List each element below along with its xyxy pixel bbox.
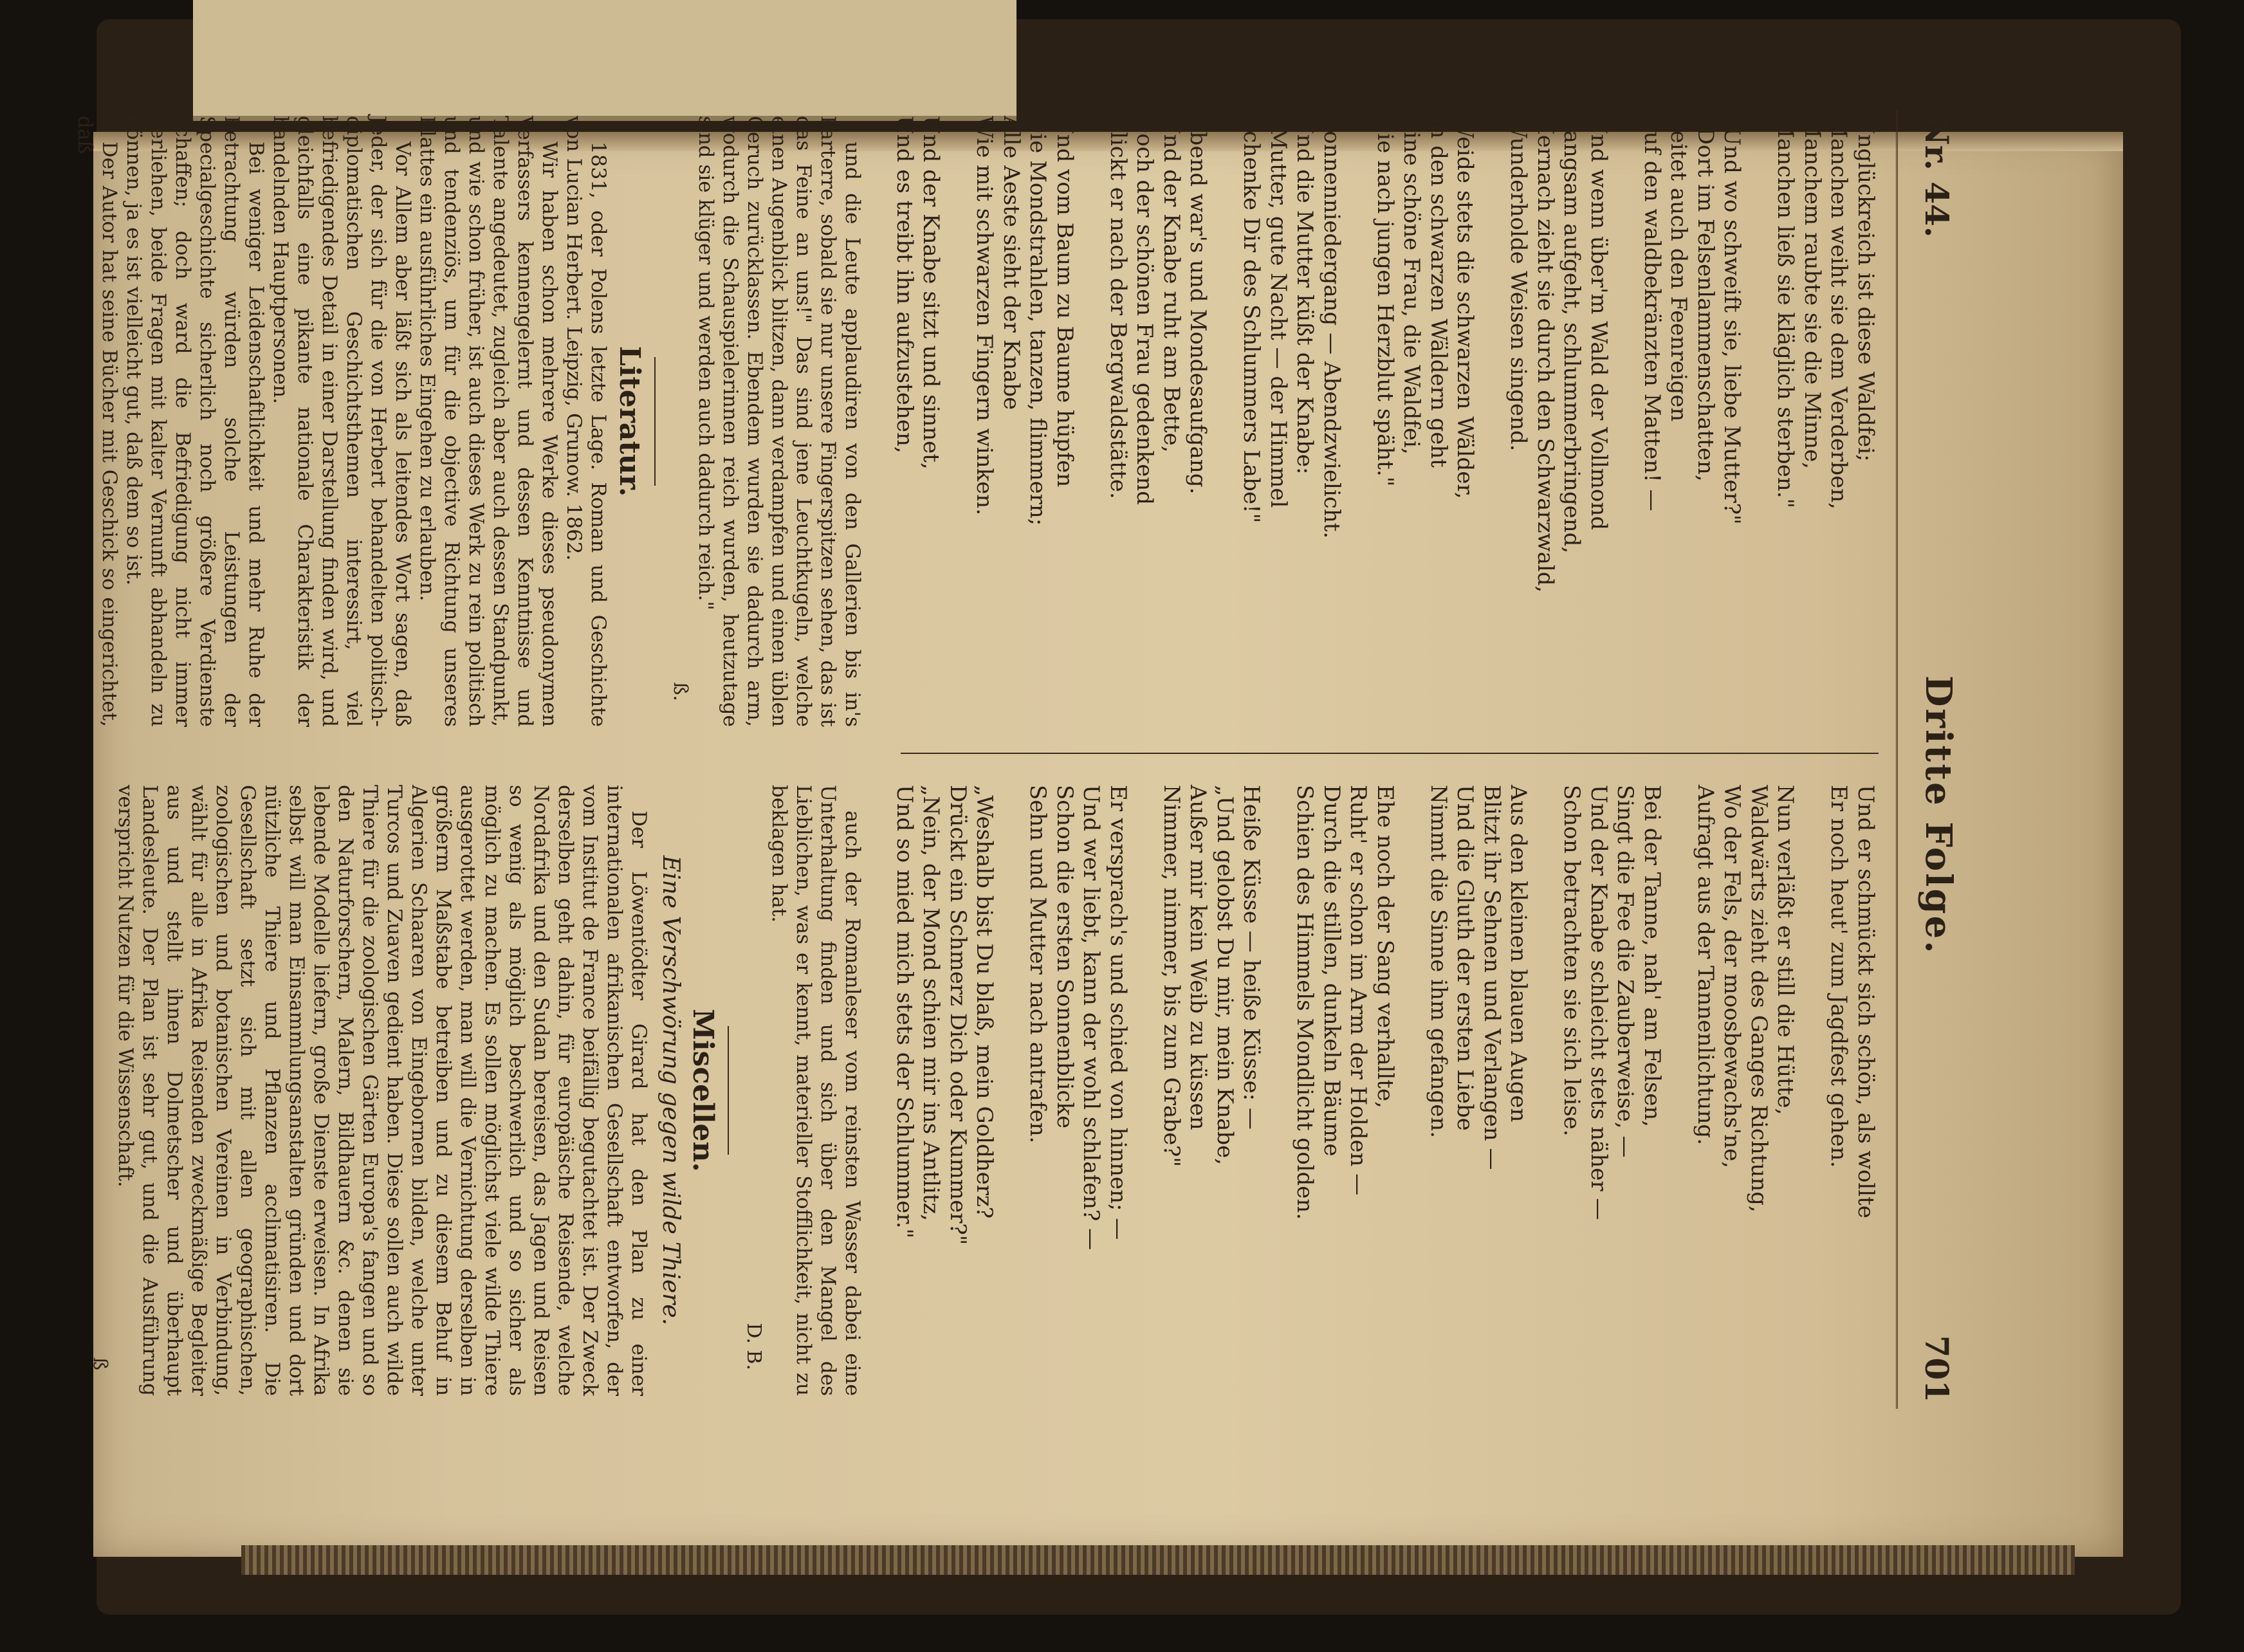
poem-line bbox=[1745, 116, 1772, 727]
poem-line: In den schwarzen Wäldern geht bbox=[1426, 116, 1451, 468]
poem-line: Und der Knabe schleicht stets näher — bbox=[1586, 785, 1612, 1220]
running-header bbox=[1896, 109, 1969, 1409]
poem-continuation bbox=[891, 116, 1879, 727]
poem-line: Und wenn über'm Wald der Vollmond bbox=[1586, 116, 1612, 531]
poem-line bbox=[1131, 785, 1158, 1396]
section-rule-2 bbox=[728, 1026, 729, 1155]
poem-line: Schien des Himmels Mondlicht golden. bbox=[1292, 785, 1318, 1220]
poem-line: Ehe noch der Sang verhallte, bbox=[1372, 785, 1398, 1108]
poem-line: Nimmt die Sinne ihm gefangen. bbox=[1426, 785, 1451, 1139]
poem-line: Manchem raubte sie die Minne, bbox=[1799, 116, 1825, 470]
poem-line: Wo der Fels, der moosbewachs'ne, bbox=[1719, 785, 1745, 1169]
poem-line: Weide stets die schwarzen Wälder, bbox=[1452, 116, 1478, 499]
poem-line: Aufragt aus der Tannenlichtung. bbox=[1693, 785, 1718, 1146]
poem-line: „Und wo schweift sie, liebe Mutter?" bbox=[1719, 116, 1745, 525]
poem-note-signoff: D. B. bbox=[742, 1323, 766, 1370]
poem-line: Langsam aufgeht, schlummerbringend, bbox=[1559, 116, 1585, 554]
poem-line bbox=[1078, 116, 1105, 727]
poem-line: Schenke Dir des Schlummers Labe!" bbox=[1238, 116, 1265, 524]
literature-paragraph: Der Autor hat seine Bücher mit Geschick so eingerichtet, daß bbox=[73, 116, 122, 727]
literature-paragraph: Wir haben schon mehrere Werke dieses pseudonymen Verfassers kennengelernt und dessen Kenntnisse und Talente angedeutet, zugleich aber auch dessen Standpunkt, und wie schon früher, ist auch dieses Werk zu rein politisch und tendenziös, um für die objective Richtung unseres Blattes ein ausführliches Eingehen zu erlauben. bbox=[416, 116, 562, 727]
poem-line: Auf den waldbekränzten Matten! — bbox=[1639, 116, 1665, 511]
column-divider bbox=[901, 753, 1879, 754]
poem-line bbox=[944, 116, 971, 727]
series-title: Dritte Folge. bbox=[1917, 675, 1960, 955]
poem-line: Singt die Fee die Zauberweise, — bbox=[1612, 785, 1639, 1158]
poem-line: Nun verläßt er still die Hütte, bbox=[1772, 785, 1799, 1115]
poem-line: „Mutter, gute Nacht — der Himmel bbox=[1265, 116, 1291, 508]
poem-line: Durch die stillen, dunkeln Bäume bbox=[1319, 785, 1345, 1157]
poem-line: Er versprach's und schied von hinnen; — bbox=[1105, 785, 1131, 1240]
poem-line bbox=[998, 785, 1025, 1396]
poem-line: Waldwärts zieht des Ganges Richtung, bbox=[1746, 785, 1772, 1213]
poem-line: Und er schmückt sich schön, als wollte bbox=[1853, 785, 1879, 1218]
poem-note: auch der Romanleser vom reinsten Wasser dabei eine Unterhaltung finden und sich über den Mangel des Lieblichen, was er kennt, materieller Stofflichkeit, nicht zu beklagen hat. bbox=[768, 785, 865, 1396]
poem-line: Und es treibt ihn aufzustehen, bbox=[892, 116, 917, 454]
poem-line: „Und gelobst Du mir, mein Knabe, bbox=[1212, 785, 1238, 1166]
poem-line bbox=[1612, 116, 1639, 727]
poem-continuation-right bbox=[891, 785, 1879, 1396]
poem-line: Und die Mutter küßt der Knabe: bbox=[1292, 116, 1318, 475]
poem-line: Schon betrachten sie sich leise. bbox=[1559, 785, 1585, 1137]
issue-number: Nr. 44. bbox=[1918, 116, 1956, 238]
poem-line: Bei der Tanne, nah' am Felsen, bbox=[1639, 785, 1665, 1128]
poem-line: Die Mondstrahlen, tanzen, flimmern; bbox=[1025, 116, 1051, 526]
page-content bbox=[73, 109, 1969, 1409]
poem-line: „Nein, der Mond schien mir ins Antlitz, bbox=[918, 785, 944, 1222]
previous-page bbox=[193, 0, 1016, 121]
poem-line: Ruht' er schon im Arm der Holden — bbox=[1345, 785, 1372, 1196]
page-number: 701 bbox=[1918, 1335, 1956, 1402]
left-column bbox=[73, 116, 1879, 727]
poem-line: „Weshalb bist Du blaß, mein Goldherz? bbox=[971, 785, 998, 1219]
right-column bbox=[87, 785, 1879, 1396]
literature-paragraph: Bei weniger Leidenschaftlichkeit und mehr Ruhe der Betrachtung würden solche Leistungen der Specialgeschichte sicherlich noch größere Verdienste schaffen; doch ward die Befriedigung nicht immer verliehen, beide Fragen mit kalter Vernunft abhandeln zu können, ja es ist vielleicht gut, daß dem so ist. bbox=[122, 116, 268, 727]
poem-line bbox=[1799, 785, 1826, 1396]
poem-line: Schon die ersten Sonnenblicke bbox=[1052, 785, 1078, 1129]
poem-line bbox=[1211, 116, 1238, 727]
poem-line: Leitet auch den Feenreigen bbox=[1666, 116, 1692, 422]
poem-line bbox=[1532, 785, 1559, 1396]
poem-line: Nimmer, nimmer, bis zum Grabe?" bbox=[1159, 785, 1184, 1168]
poem-line: Sehn und Mutter nach antrafen. bbox=[1025, 785, 1051, 1144]
poem-line: Und der Knabe sitzt und sinnet, bbox=[918, 116, 944, 470]
poem-line: Und die Gluth der ersten Liebe bbox=[1452, 785, 1478, 1131]
literature-review bbox=[73, 116, 611, 727]
poem-line: Wie mit schwarzen Fingern winken. bbox=[971, 116, 998, 515]
poem-line: Er noch heut' zum Jagdfest gehen. bbox=[1826, 785, 1852, 1168]
poem-line: Aus den kleinen blauen Augen bbox=[1505, 785, 1532, 1123]
poem-line bbox=[1398, 785, 1425, 1396]
poem-line bbox=[1265, 785, 1292, 1396]
poem-line bbox=[1665, 785, 1692, 1396]
theatre-signoff: ß. bbox=[669, 682, 692, 701]
book-citation: 1831, oder Polens letzte Lage. Roman und Geschichte von Lucian Herbert. Leipzig, Grunow. 1862. bbox=[562, 116, 611, 727]
poem-line: Manchen weiht sie dem Verderben, bbox=[1826, 116, 1852, 509]
page-edge bbox=[241, 1545, 2075, 1575]
poem-line bbox=[1478, 116, 1505, 727]
poem-line: Und vom Baum zu Baume hüpfen bbox=[1052, 116, 1078, 488]
poem-line: Abend war's und Mondesaufgang. bbox=[1185, 116, 1211, 495]
poem-line: Hernach zieht sie durch den Schwarzwald, bbox=[1532, 116, 1558, 593]
poem-line: Die nach jungen Herzblut späht." bbox=[1372, 116, 1398, 487]
miscellany-title: Miscellen. bbox=[686, 1009, 719, 1172]
poem-line: Alle Aeste sieht der Knabe bbox=[998, 116, 1024, 410]
poem-line: Und so mied mich stets der Schlummer." bbox=[892, 785, 917, 1239]
literature-title: Literatur. bbox=[613, 345, 646, 497]
poem-line: Außer mir kein Weib zu küssen bbox=[1185, 785, 1211, 1130]
theatre-paragraph: und die Leute applaudiren von den Gallerien bis in's Parterre, sobald sie nur unsere Fingerspitzen sehen, das ist das Feine an uns!" Das sind jene Leuchtkugeln, welche einen Augenblick blitzen, dann verdampfen und einen üblen Geruch zurücklassen. Ebendem wurden sie dadurch arm, wodurch die Schauspielerinnen reich wurden, heutzutage sind sie klüger und werden auch dadurch reich." bbox=[694, 116, 865, 727]
poem-line: Unglückreich ist diese Waldfei; bbox=[1853, 116, 1879, 462]
poem-line: Und wer liebt, kann der wohl schlafen? — bbox=[1078, 785, 1105, 1251]
poem-line: Wunderholde Weisen singend. bbox=[1505, 116, 1532, 452]
poem-line: Eine schöne Frau, die Waldfei, bbox=[1399, 116, 1425, 455]
miscellany-article: Der Löwentödter Girard hat den Plan zu einer internationalen afrikanischen Gesellschaft entworfen, der vom Institut de France beifällig begutachtet ist. Der Zweck derselben geht dahin, für europäische Reisende, welche Nordafrika und den Sudan bereisen, das Jagen und Reisen so wenig als möglich beschwerlich und so sicher als möglich zu machen. Es sollen möglichst viele wilde Thiere ausgerottet werden, man will die Vernichtung derselben in größerm Maßstabe betreiben und zu diesem Behuf in Algerien Schaaren von Eingebornen bilden, welche unter Turcos und Zuaven gedient haben. Diese sollen auch wilde Thiere für die zoologischen Gärten Europa's fangen und so den Naturforschern, Malern, Bildhauern &c. denen sie lebende Modelle liefern, große Dienste erweisen. In Afrika selbst will man Einsammlungsanstalten gründen und dort nützliche Thiere und Pflanzen acclimatisiren. Die Gesellschaft setzt sich mit allen geographischen, zoologischen und botanischen Vereinen in Verbindung, wählt für alle in Afrika Reisenden zweckmäßige Begleiter aus und stellt ihnen Dolmetscher und überhaupt Landesleute. Der Plan ist sehr gut, und die Ausführung verspricht Nutzen für die Wissenschaft. bbox=[114, 785, 650, 1396]
literature-paragraph: Vor Allem aber läßt sich als leitendes Wort sagen, daß Jeder, der sich für die von Herbert behandelten politisch-diplomatischen Geschichtsthemen interessirt, viel befriedigendes Detail in einer Darstellung finden wird, und gleichfalls eine pikante nationale Charakteristik der handelnden Hauptpersonen. bbox=[269, 116, 415, 727]
poem-line: Doch der schönen Frau gedenkend bbox=[1132, 116, 1158, 505]
poem-line: Sonnenniedergang — Abendzwielicht. bbox=[1319, 116, 1345, 539]
poem-line: „Dort im Felsenlammenschatten, bbox=[1693, 116, 1718, 482]
poem-line: Blickt er nach der Bergwaldstätte. bbox=[1105, 116, 1131, 499]
poem-line: Blitzt ihr Sehnen und Verlangen — bbox=[1479, 785, 1505, 1170]
poem-line: Heiße Küsse — heiße Küsse: — bbox=[1238, 785, 1265, 1130]
miscellany-subtitle: Eine Verschwörung gegen wilde Thiere. bbox=[658, 855, 685, 1326]
miscellany-signoff: ß bbox=[89, 1357, 111, 1370]
poem-line bbox=[1345, 116, 1372, 727]
section-rule bbox=[654, 357, 656, 486]
poem-line: Drückt ein Schmerz Dich oder Kummer?" bbox=[945, 785, 971, 1245]
poem-line: Und der Knabe ruht am Bette, bbox=[1159, 116, 1184, 453]
poem-line: Manchen ließ sie kläglich sterben." bbox=[1772, 116, 1799, 509]
